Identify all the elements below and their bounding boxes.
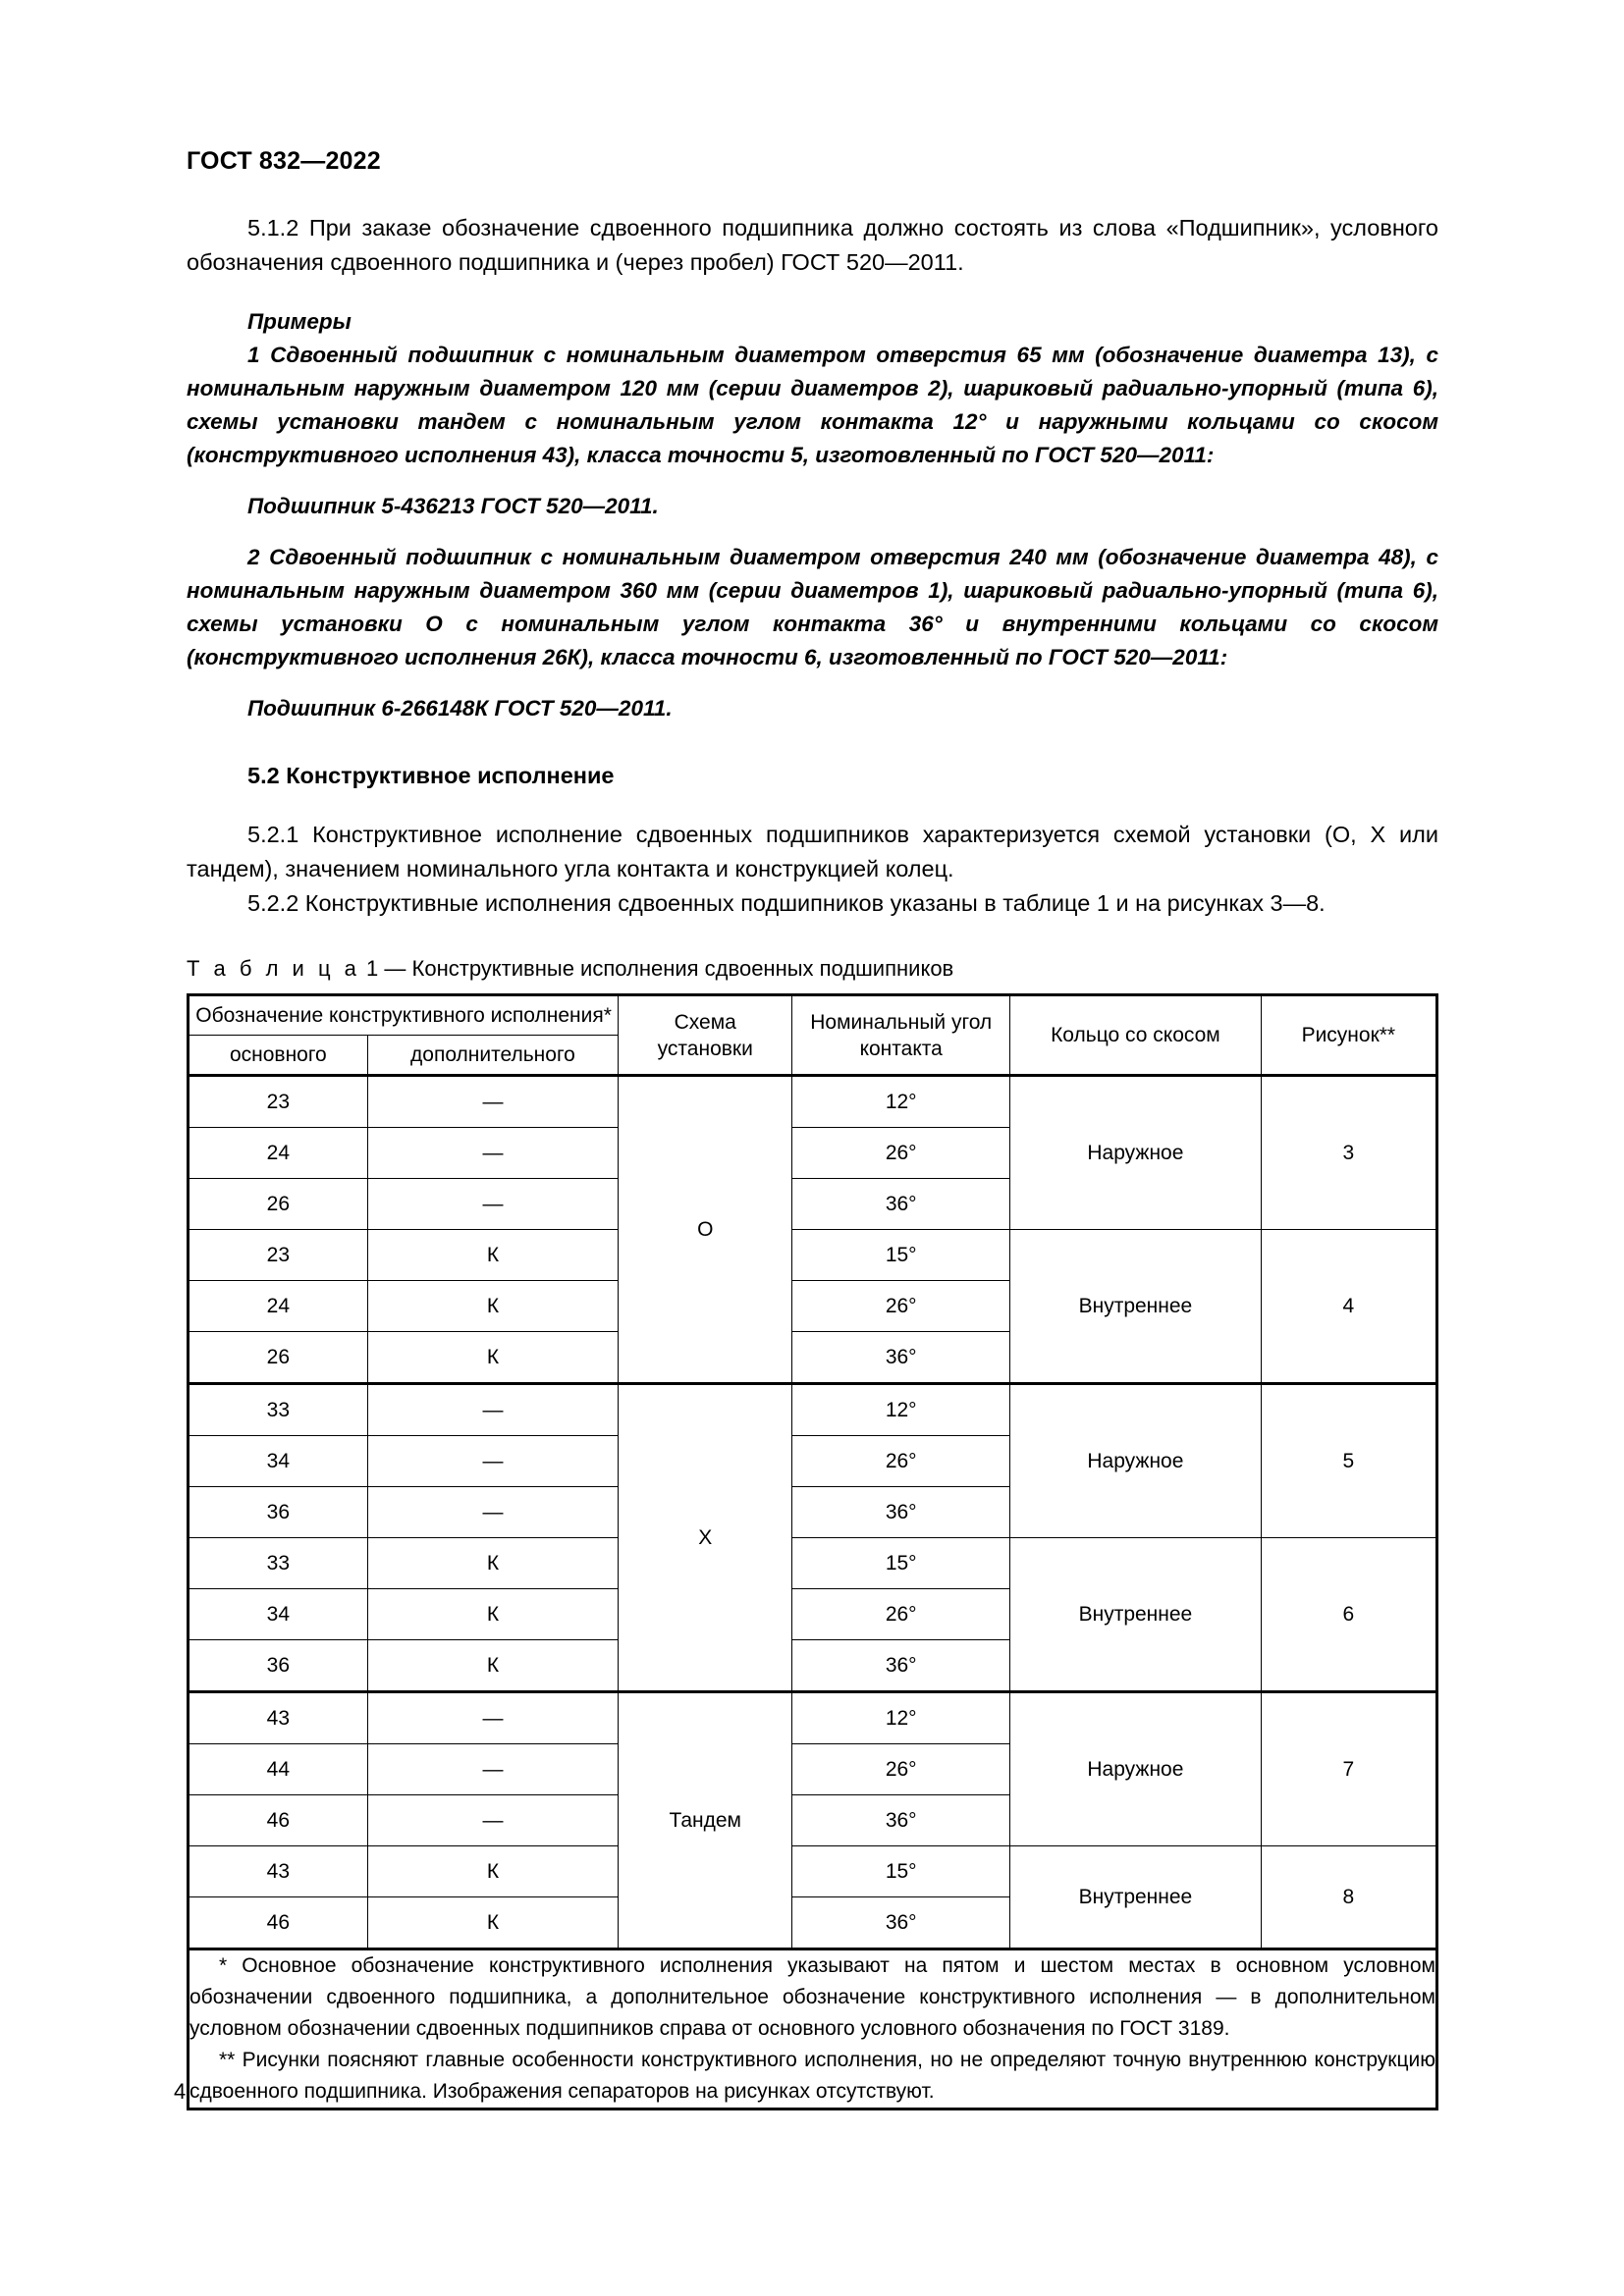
cell-angle: 26°: [792, 1589, 1010, 1640]
table-caption-number: 1: [366, 956, 379, 981]
cell-additional: К: [367, 1538, 619, 1589]
table-row: [189, 1384, 1437, 1436]
cell-angle: 36°: [792, 1640, 1010, 1692]
cell-angle: 36°: [792, 1897, 1010, 1949]
section-5-2-title: 5.2 Конструктивное исполнение: [247, 763, 615, 788]
cell-basic: 26: [189, 1179, 368, 1230]
cell-angle: 12°: [792, 1384, 1010, 1436]
cell-ring: Внутреннее: [1010, 1538, 1262, 1692]
header-angle-line1: Номинальный угол: [810, 1010, 993, 1034]
example-1-text: 1 Сдвоенный подшипник с номинальным диаметром отверстия 65 мм (обозначение диаметра 13), с номинальным наружным диаметром 120 мм (серии диаметров 2), шариковый радиально-упорный (типа 6), схемы установки тандем с номинальным углом контакта 12° и наружными кольцами со скосом (конструктивного исполнения 43), класса точности 5, изготовленный по ГОСТ 520—2011:: [187, 343, 1438, 467]
cell-basic: 34: [189, 1589, 368, 1640]
examples-label: Примеры: [247, 309, 352, 334]
cell-basic: 23: [189, 1076, 368, 1128]
cell-additional: —: [367, 1795, 619, 1846]
cell-additional: К: [367, 1281, 619, 1332]
cell-angle: 26°: [792, 1744, 1010, 1795]
cell-figure: 3: [1261, 1076, 1436, 1230]
cell-scheme: Тандем: [619, 1692, 792, 1949]
cell-additional: К: [367, 1589, 619, 1640]
cell-figure: 5: [1261, 1384, 1436, 1538]
document-content: [187, 211, 1438, 2110]
cell-angle: 36°: [792, 1332, 1010, 1384]
table-row: [189, 1230, 1437, 1281]
cell-angle: 36°: [792, 1487, 1010, 1538]
header-angle: [792, 995, 1010, 1076]
cell-basic: 24: [189, 1281, 368, 1332]
cell-angle: 26°: [792, 1128, 1010, 1179]
example-2-designation: Подшипник 6-266148К ГОСТ 520—2011.: [247, 696, 673, 721]
header-additional: дополнительного: [367, 1036, 619, 1076]
cell-figure: 6: [1261, 1538, 1436, 1692]
construction-variants-table: [187, 993, 1438, 2110]
cell-angle: 15°: [792, 1846, 1010, 1897]
cell-basic: 33: [189, 1384, 368, 1436]
cell-basic: 46: [189, 1897, 368, 1949]
header-scheme-line1: Схема: [674, 1010, 736, 1034]
header-figure: Рисунок**: [1261, 995, 1436, 1076]
table-footnote-2: ** Рисунки поясняют главные особенности конструктивного исполнения, но не определяют точную внутреннюю конструкцию сдвоенного подшипника. Изображения сепараторов на рисунках отсутствуют.: [189, 2049, 1435, 2103]
clause-5-1-2: 5.1.2 При заказе обозначение сдвоенного подшипника должно состоять из слова «Подшипник», условного обозначения сдвоенного подшипника и (через пробел) ГОСТ 520—2011.: [187, 215, 1438, 275]
table-caption-label: Т а б л и ц а: [187, 956, 360, 981]
header-designation-group: Обозначение конструктивного исполнения*: [189, 995, 619, 1036]
cell-basic: 36: [189, 1640, 368, 1692]
cell-angle: 15°: [792, 1538, 1010, 1589]
cell-ring: Наружное: [1010, 1384, 1262, 1538]
header-scheme-line2: установки: [657, 1037, 753, 1060]
cell-basic: 24: [189, 1128, 368, 1179]
cell-basic: 23: [189, 1230, 368, 1281]
cell-additional: К: [367, 1897, 619, 1949]
example-1-designation: Подшипник 5-436213 ГОСТ 520—2011.: [247, 494, 659, 518]
cell-additional: К: [367, 1332, 619, 1384]
cell-basic: 46: [189, 1795, 368, 1846]
cell-basic: 44: [189, 1744, 368, 1795]
cell-additional: —: [367, 1744, 619, 1795]
header-scheme: [619, 995, 792, 1076]
table-row: [189, 1692, 1437, 1744]
table-header: [189, 995, 1437, 1076]
cell-additional: К: [367, 1230, 619, 1281]
cell-angle: 15°: [792, 1230, 1010, 1281]
table-footnotes: [189, 1949, 1437, 2109]
cell-angle: 12°: [792, 1076, 1010, 1128]
clause-5-2-1: 5.2.1 Конструктивное исполнение сдвоенных подшипников характеризуется схемой установки (О, Х или тандем), значением номинального угла контакта и конструкцией колец.: [187, 822, 1438, 881]
cell-additional: К: [367, 1640, 619, 1692]
cell-additional: —: [367, 1384, 619, 1436]
cell-figure: 4: [1261, 1230, 1436, 1384]
table-row: [189, 1538, 1437, 1589]
cell-figure: 7: [1261, 1692, 1436, 1846]
cell-basic: 26: [189, 1332, 368, 1384]
cell-additional: —: [367, 1128, 619, 1179]
table-footnotes-row: [189, 1949, 1437, 2109]
header-ring: Кольцо со скосом: [1010, 995, 1262, 1076]
cell-additional: —: [367, 1487, 619, 1538]
cell-angle: 26°: [792, 1436, 1010, 1487]
cell-basic: 43: [189, 1692, 368, 1744]
cell-scheme: Х: [619, 1384, 792, 1692]
table-row: [189, 1076, 1437, 1128]
page-number: 4: [174, 2079, 187, 2104]
table-caption-text: Конструктивные исполнения сдвоенных подшипников: [411, 956, 954, 981]
header-angle-line2: контакта: [859, 1037, 943, 1060]
cell-basic: 34: [189, 1436, 368, 1487]
cell-ring: Наружное: [1010, 1692, 1262, 1846]
table-row: [189, 1846, 1437, 1897]
table-body: [189, 1076, 1437, 2109]
table-caption-dash: —: [384, 956, 406, 981]
cell-ring: Наружное: [1010, 1076, 1262, 1230]
example-2-text: 2 Сдвоенный подшипник с номинальным диаметром отверстия 240 мм (обозначение диаметра 48), с номинальным наружным диаметром 360 мм (серии диаметров 1), шариковый радиально-упорный (типа 6), схемы установки О с номинальным углом контакта 36° и внутренними кольцами со скосом (конструктивного исполнения 26К), класса точности 6, изготовленный по ГОСТ 520—2011:: [187, 545, 1438, 669]
cell-scheme: О: [619, 1076, 792, 1384]
cell-ring: Внутреннее: [1010, 1230, 1262, 1384]
table-footnote-1: * Основное обозначение конструктивного исполнения указывают на пятом и шестом местах в основном условном обозначении сдвоенного подшипника, а дополнительное обозначение конструктивного исполнения — в дополнительном условном обозначении сдвоенных подшипников справа от основного условного обозначения по ГОСТ 3189.: [189, 1954, 1435, 2040]
cell-additional: —: [367, 1179, 619, 1230]
cell-ring: Внутреннее: [1010, 1846, 1262, 1949]
cell-basic: 43: [189, 1846, 368, 1897]
cell-angle: 12°: [792, 1692, 1010, 1744]
header-basic: основного: [189, 1036, 368, 1076]
cell-angle: 36°: [792, 1179, 1010, 1230]
cell-angle: 26°: [792, 1281, 1010, 1332]
table-header-row-1: [189, 995, 1437, 1036]
table-caption: [187, 954, 1438, 984]
cell-basic: 33: [189, 1538, 368, 1589]
cell-additional: —: [367, 1692, 619, 1744]
cell-figure: 8: [1261, 1846, 1436, 1949]
clause-5-2-2: 5.2.2 Конструктивные исполнения сдвоенных подшипников указаны в таблице 1 и на рисунках 3—8.: [247, 890, 1326, 916]
cell-basic: 36: [189, 1487, 368, 1538]
cell-angle: 36°: [792, 1795, 1010, 1846]
cell-additional: К: [367, 1846, 619, 1897]
cell-additional: —: [367, 1436, 619, 1487]
cell-additional: —: [367, 1076, 619, 1128]
document-header: ГОСТ 832—2022: [187, 147, 381, 175]
